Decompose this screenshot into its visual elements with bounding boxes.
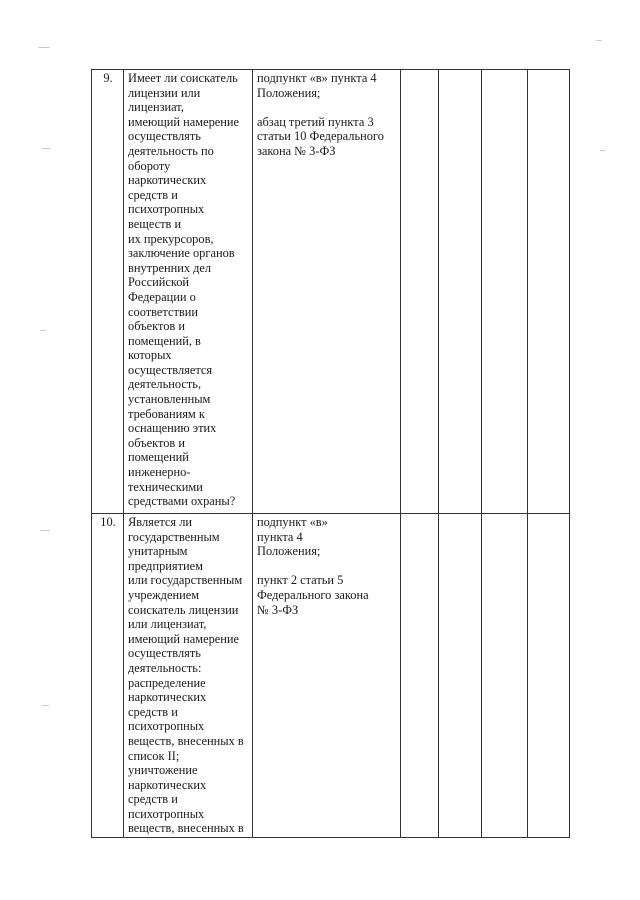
question-line: внутренних дел [128,260,212,275]
question-line: Является ли [128,515,193,529]
reference-line: статьи 10 Федерального [257,129,384,144]
reference-line: абзац третий пункта 3 [257,114,374,129]
answer-cell-no[interactable] [439,514,482,838]
question-line: список II; [128,748,180,763]
question-line: инженерно- [128,465,191,480]
question-line: деятельность: [128,660,202,675]
question-line: веществ, внесенных в [128,821,244,836]
question-line: учреждением [128,587,200,602]
question-line: веществ и [128,216,182,231]
question-line: осуществлять [128,646,201,661]
question-line: объектов и [128,435,185,450]
question-line: предприятием [128,558,204,573]
scan-artifact [600,150,605,151]
reference-line: пункт 2 статьи 5 [257,573,344,588]
question-line: обороту [128,158,171,173]
question-line: деятельность, [128,377,202,392]
question-line: Федерации о [128,289,196,304]
paragraph-gap [257,559,397,574]
row-number: 10. [92,514,124,838]
question-line: наркотических [128,690,207,705]
reference-line: Федерального закона [257,587,369,602]
question-line: деятельность по [128,143,214,158]
reference-line: подпункт «в» [257,515,328,529]
question-line: имеющий намерение [128,631,240,646]
question-line: распределение [128,675,206,690]
question-line: унитарным [128,544,188,559]
question-line: помещений, в [128,333,201,348]
paragraph-gap [257,100,397,115]
question-line: лицензии или [128,85,201,100]
scan-artifact [38,47,50,48]
question-cell [124,70,253,514]
scan-artifact [40,330,46,331]
question-line: Российской [128,275,190,290]
row-number: 9. [92,70,124,514]
question-line: наркотических [128,173,207,188]
question-line: осуществлять [128,129,201,144]
question-line: уничтожение [128,763,198,778]
notes-cell[interactable] [528,514,570,838]
reference-line: подпункт «в» пункта 4 [257,71,377,85]
question-line: техническими [128,479,203,494]
answer-cell-not-applicable[interactable] [482,514,528,838]
question-line: имеющий намерение [128,114,240,129]
table-row [92,514,570,838]
question-line: психотропных [128,202,205,217]
scan-artifact [42,148,50,149]
answer-cell-not-applicable[interactable] [482,70,528,514]
reference-line: № 3-ФЗ [257,602,299,617]
question-line: или лицензиат, [128,617,207,632]
question-line: Имеет ли соискатель [128,71,238,85]
question-line: оснащению этих [128,421,217,436]
question-line: веществ, внесенных в [128,733,244,748]
question-line: наркотических [128,777,207,792]
question-line: психотропных [128,719,205,734]
reference-line: Положения; [257,544,321,559]
question-line: осуществляется [128,362,213,377]
question-line: средств и [128,792,178,807]
answer-cell-no[interactable] [439,70,482,514]
question-line: соискатель лицензии [128,602,239,617]
question-line: установленным [128,392,211,407]
question-line: заключение органов [128,246,235,261]
question-line: лицензиат, [128,100,184,115]
answer-cell-yes[interactable] [401,514,439,838]
legal-reference-cell [253,70,401,514]
scan-artifact [40,530,50,531]
question-line: средств и [128,187,178,202]
reference-line: закона № 3-ФЗ [257,143,336,158]
question-line: или государственным [128,573,243,588]
reference-line: Положения; [257,85,321,100]
question-line: государственным [128,529,220,544]
question-line: средств и [128,704,178,719]
notes-cell[interactable] [528,70,570,514]
question-line: требованиям к [128,406,205,421]
scan-artifact [596,40,602,41]
legal-reference-cell [253,514,401,838]
question-line: их прекурсоров, [128,231,214,246]
answer-cell-yes[interactable] [401,70,439,514]
question-cell [124,514,253,838]
question-line: помещений [128,450,189,465]
checklist-table [91,69,570,838]
reference-line: пункта 4 [257,529,303,544]
scan-artifact [42,705,49,706]
question-line: соответствии [128,304,199,319]
question-line: которых [128,348,172,363]
question-line: средствами охраны? [128,494,236,509]
question-line: психотропных [128,806,205,821]
question-line: объектов и [128,319,185,334]
table-row [92,70,570,514]
